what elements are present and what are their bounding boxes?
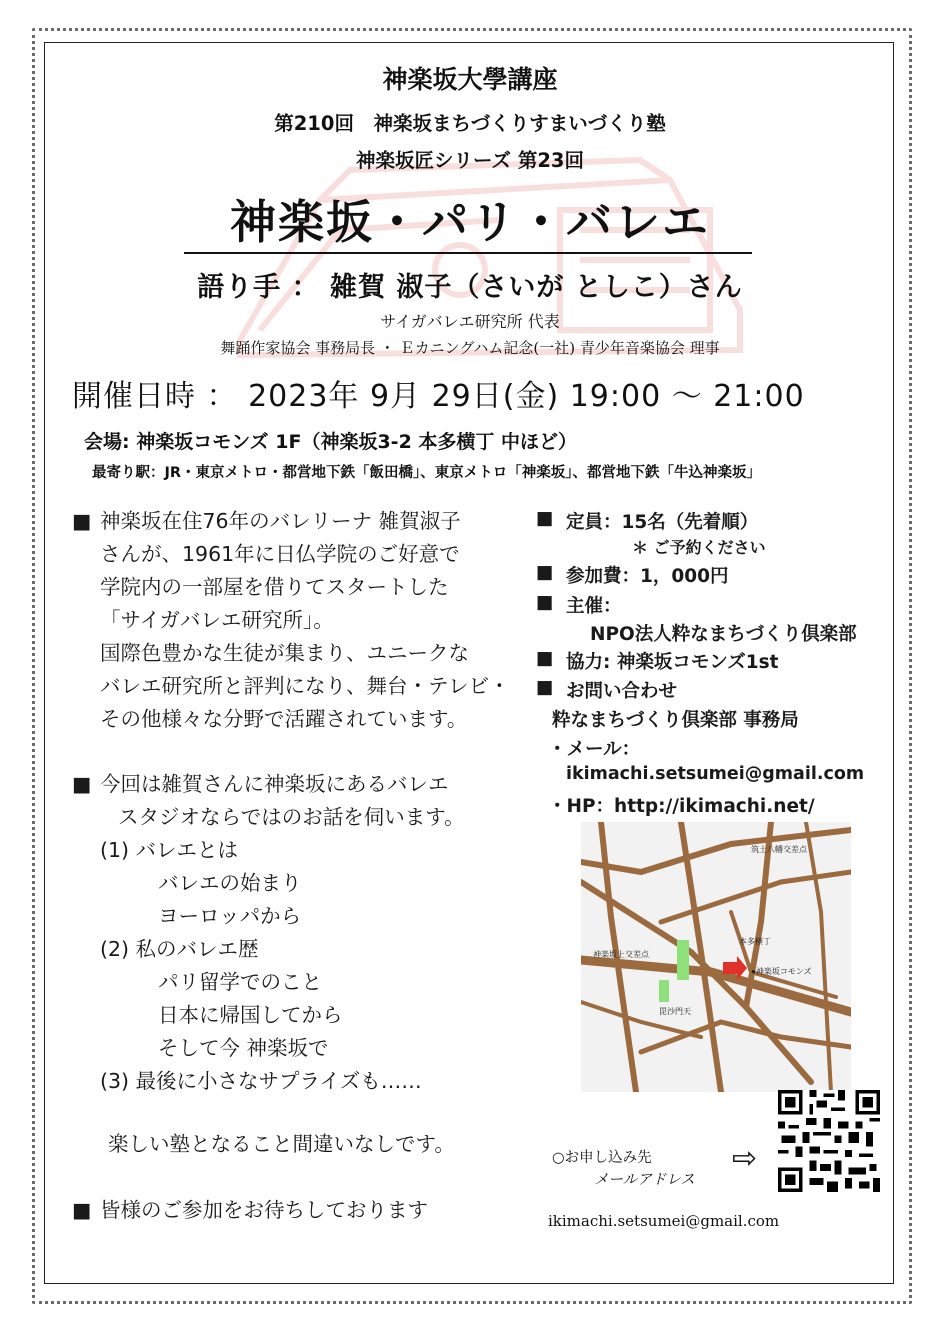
homepage-link[interactable]: ・HP：http://ikimachi.net/ (548, 796, 815, 817)
qr-code[interactable] (778, 1090, 880, 1192)
cooperation: 協力: 神楽坂コモンズ1st (566, 652, 779, 673)
bullet-cooperation: ■ (536, 648, 554, 669)
park-1 (677, 940, 689, 980)
map-label-honda: 本多横丁 (739, 937, 771, 946)
map-label-kagurazaka-ue: 神楽坂上交差点 (593, 950, 649, 959)
bullet-organizer: ■ (536, 592, 554, 613)
capacity: 定員：15名（先着順） (566, 512, 759, 533)
description-para-2: 今回は雑賀さんに神楽坂にあるバレエ スタジオならではのお話を伺います。 (100, 772, 465, 829)
area-map (581, 822, 851, 1092)
speaker-line: 語り手 ： 雑賀 淑子（さいが としこ）さん (197, 272, 743, 303)
map-label-bishamon: 毘沙門天 (659, 1007, 691, 1016)
title-underline (184, 252, 752, 254)
reservation-note: ＊ ご予約ください (632, 538, 766, 557)
apply-email[interactable]: ikimachi.setsumei@gmail.com (548, 1212, 780, 1230)
arrow-right-icon: ⇨ (732, 1141, 758, 1176)
building-watermark (200, 140, 780, 370)
contact-label: お問い合わせ (566, 681, 678, 702)
talk-outline: (1) バレエとは バレエの始まり ヨーロッパから (2) 私のバレエ歴 パリ留学でのこと 日本に帰国してから そして今 神楽坂で (3) 最後に小さなサプライズも…… (100, 838, 422, 1093)
lecture-series: 神楽坂大學講座 (382, 65, 558, 94)
map-roads (581, 822, 851, 1092)
session-title: 第210回 神楽坂まちづくりすまいづくり塾 (274, 112, 666, 135)
description-para-1: 神楽坂在住76年のバレリーナ 雑賀淑子 さんが、1961年に日仏学院のご好意で 学院内の一部屋を借りてスタートした 「サイガバレエ研究所」。 国際色豊かな生徒が集まり、ユニークな バレエ研究所と評判になり、舞台・テレビ・ その他様々な分野で活躍されています。 (100, 509, 510, 731)
event-datetime: 開催日時 ： 2023年 9月 29日(金) 19:00 〜 21:00 (72, 379, 805, 414)
page-title: 神楽坂・パリ・バレエ (230, 195, 710, 249)
contact-email[interactable]: ikimachi.setsumei@gmail.com (566, 764, 865, 784)
map-label-tsukudo: 筑土八幡交差点 (751, 845, 807, 854)
apply-label: ○お申し込み先 (552, 1150, 652, 1166)
speaker-affiliation: サイガバレエ研究所 代表 (380, 312, 560, 331)
venue: 会場: 神楽坂コモンズ 1F（神楽坂3-2 本多横丁 中ほど） (84, 431, 578, 453)
park-2 (659, 980, 669, 1002)
organizer-label: 主催： (566, 596, 622, 617)
mail-label: ・メール： (548, 739, 641, 760)
nearest-stations: 最寄り駅：JR・東京メトロ・都営地下鉄「飯田橋」、東京メトロ「神楽坂」、都営地下鉄「牛込神楽坂」 (92, 465, 762, 481)
apply-email-label: メールアドレス (594, 1172, 695, 1188)
closing-line: 楽しい塾となること間違いなしです。 (108, 1132, 455, 1156)
contact-org: 粋なまちづくり倶楽部 事務局 (552, 710, 799, 731)
bullet-2: ■ (72, 772, 92, 796)
subseries-title: 神楽坂匠シリーズ 第23回 (356, 149, 584, 172)
bullet-1: ■ (72, 509, 92, 533)
invitation: 皆様のご参加をお待ちしております (100, 1198, 428, 1222)
organizer: NPO法人粋なまちづくり倶楽部 (590, 624, 857, 645)
bullet-3: ■ (72, 1198, 92, 1222)
bullet-capacity: ■ (536, 508, 554, 529)
map-label-commons: ●神楽坂コモンズ (751, 967, 812, 976)
fee: 参加費：1，000円 (566, 566, 729, 587)
bullet-contact: ■ (536, 677, 554, 698)
speaker-roles: 舞踊作家協会 事務局長 ・ Ｅカニングハム記念(一社) 青少年音楽協会 理事 (220, 339, 720, 357)
bullet-fee: ■ (536, 562, 554, 583)
